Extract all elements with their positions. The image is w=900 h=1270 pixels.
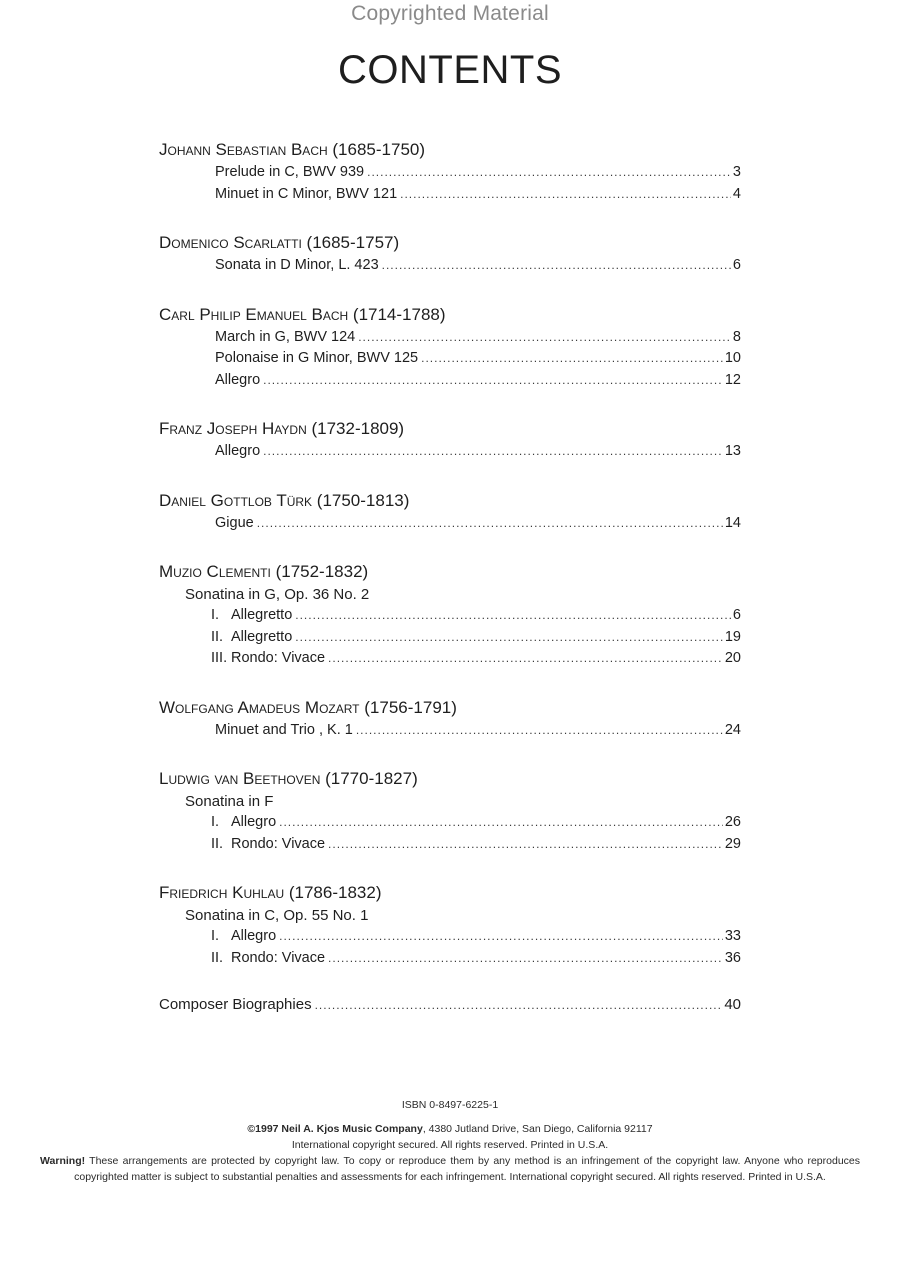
toc-group-scarlatti [159,230,741,277]
toc-entry-biographies[interactable] [159,994,741,1016]
composer-dates: (1714-1788) [352,304,446,324]
toc-movement[interactable] [159,627,741,649]
entry-title: Composer Biographies [159,996,312,1013]
toc-group-haydn [159,416,741,463]
entry-title: Allegretto [231,607,293,623]
toc-entry[interactable] [159,162,741,184]
entry-page: 33 [724,928,741,944]
entry-page: 3 [732,164,741,180]
work-title: Sonatina in F [185,793,274,810]
composer-heading [159,302,741,327]
entry-title: Allegretto [231,628,293,645]
toc-group-mozart [159,695,741,742]
composer-heading [159,766,741,791]
entry-title: Rondo: Vivace [231,949,326,966]
toc-entry[interactable] [159,255,741,277]
page-title: CONTENTS [338,48,562,92]
composer-dates: (1756-1791) [364,697,457,717]
work-title: Sonatina in G, Op. 36 No. 2 [185,586,370,603]
entry-page: 6 [732,257,741,273]
entry-page: 20 [724,650,741,666]
composer-name: Friedrich Kuhlau [159,883,285,902]
composer-name: Johann Sebastian Bach [159,140,328,159]
entry-page: 4 [732,185,741,202]
table-of-contents [159,137,741,1016]
composer-heading [159,137,741,162]
entry-title: Gigue [215,514,254,531]
dot-leader [358,327,731,349]
entry-page: 12 [724,371,741,388]
composer-name: Wolfgang Amadeus Mozart [159,697,360,717]
composer-heading [159,416,741,441]
dot-leader [328,834,723,856]
entry-title: Rondo: Vivace [231,650,326,666]
composer-dates: (1786-1832) [288,883,382,902]
entry-page: 36 [724,949,741,966]
composer-heading [159,880,741,905]
dot-leader [279,926,723,948]
composer-name: Domenico Scarlatti [159,233,302,252]
dot-leader [400,184,731,206]
entry-page: 26 [724,814,741,830]
composer-name: Daniel Gottlob Türk [159,490,313,510]
entry-page: 10 [724,350,741,366]
toc-group-bach [159,137,741,205]
composer-name: Muzio Clementi [159,562,271,581]
movement-number: II. [211,835,224,852]
entry-page: 8 [732,328,741,345]
copyright-footer [40,1097,860,1185]
composer-dates: (1685-1750) [332,140,426,159]
entry-title: Allegro [231,814,277,830]
entry-title: Allegro [215,443,261,459]
entry-page: 13 [724,443,741,459]
toc-entry[interactable] [159,327,741,349]
dot-leader [328,948,723,970]
toc-movement[interactable] [159,812,741,834]
movement-number: I. [211,814,220,830]
toc-movement[interactable] [159,834,741,856]
warning-label: Warning! [40,1155,86,1167]
composer-heading [159,230,741,255]
toc-entry[interactable] [159,370,741,392]
movement-number: I. [211,928,220,944]
composer-name: Ludwig van Beethoven [159,769,321,788]
toc-entry[interactable] [159,348,741,370]
movement-number: II. [211,949,224,966]
dot-leader [315,995,723,1017]
composer-dates: (1732-1809) [311,419,405,438]
work-title: Sonatina in C, Op. 55 No. 1 [185,907,369,924]
composer-heading [159,488,741,513]
dot-leader [328,648,723,670]
toc-movement[interactable] [159,926,741,948]
toc-group-turk [159,488,741,535]
movement-number: I. [211,607,220,623]
entry-page: 40 [724,996,741,1013]
entry-title: Prelude in C, BWV 939 [215,164,365,180]
toc-group-clementi [159,559,741,670]
movement-number: III. [211,650,228,666]
entry-page: 6 [732,607,741,623]
toc-entry[interactable] [159,441,741,463]
publisher-name: ©1997 Neil A. Kjos Music Company [247,1123,423,1135]
toc-group-beethoven [159,766,741,855]
rights-line: International copyright secured. All rights reserved. Printed in U.S.A. [291,1139,609,1151]
dot-leader [367,162,731,184]
dot-leader [295,605,731,627]
dot-leader [295,627,723,649]
composer-dates: (1750-1813) [316,490,410,510]
toc-entry[interactable] [159,720,741,742]
entry-title: Minuet and Trio , K. 1 [215,721,353,738]
composer-name: Franz Joseph Haydn [159,419,307,438]
toc-movement[interactable] [159,605,741,627]
composer-dates: (1752-1832) [275,562,369,581]
dot-leader [263,370,723,392]
warning-text: These arrangements are protected by copyright law. To copy or reproduce them by any method is an infringement of the copyright law. Anyone who reproduces copyrighted matter is subject to substantial penalties and assessments for each infringement. International copyright secured. All rights reserved. Printed in U.S.A. [74,1155,860,1183]
publisher-address: , 4380 Jutland Drive, San Diego, California 92117 [422,1123,653,1135]
entry-title: Minuet in C Minor, BWV 121 [215,185,398,202]
toc-entry[interactable] [159,513,741,535]
composer-dates: (1770-1827) [325,769,418,788]
isbn: ISBN 0-8497-6225-1 [401,1099,499,1111]
entry-title: Rondo: Vivace [231,835,326,852]
dot-leader [382,255,731,277]
dot-leader [279,812,723,834]
dot-leader [356,720,723,742]
toc-movement[interactable] [159,948,741,970]
entry-title: Allegro [231,928,277,944]
composer-dates: (1685-1757) [306,233,400,252]
toc-group-cpe-bach [159,302,741,392]
entry-page: 29 [724,835,741,852]
toc-movement[interactable] [159,648,741,670]
toc-group-kuhlau [159,880,741,969]
watermark: Copyrighted Material [351,2,549,25]
toc-entry[interactable] [159,184,741,206]
entry-title: Polonaise in G Minor, BWV 125 [215,350,419,366]
composer-heading [159,559,741,584]
movement-number: II. [211,628,224,645]
entry-page: 19 [724,628,741,645]
warning-notice [40,1153,860,1185]
dot-leader [421,348,723,370]
entry-title: Sonata in D Minor, L. 423 [215,257,379,273]
composer-name: Carl Philip Emanuel Bach [159,304,349,324]
composer-heading [159,695,741,720]
entry-page: 14 [724,514,741,531]
entry-title: Allegro [215,371,261,388]
dot-leader [263,441,723,463]
copyright-line [40,1121,860,1137]
entry-title: March in G, BWV 124 [215,328,356,345]
entry-page: 24 [724,721,741,738]
dot-leader [257,513,723,535]
